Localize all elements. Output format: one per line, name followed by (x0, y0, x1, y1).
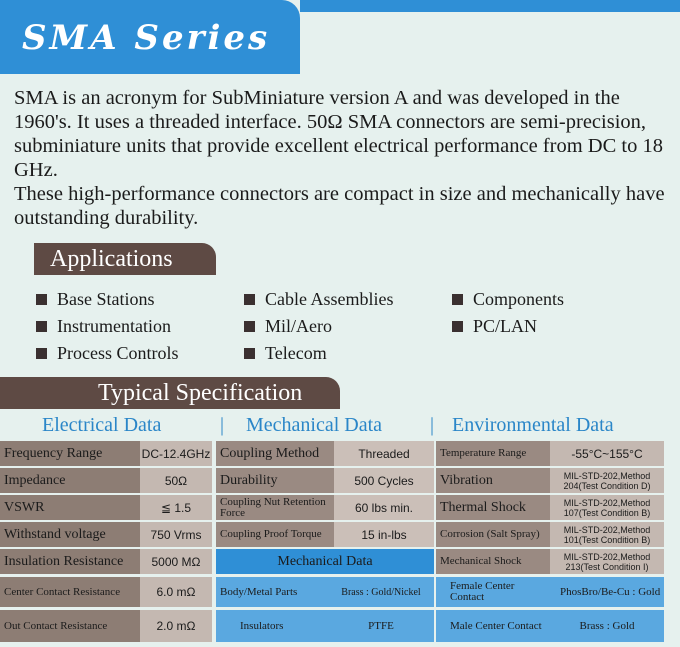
bullet-icon (36, 348, 47, 359)
list-item (244, 343, 327, 364)
table-row (0, 441, 670, 466)
app-label: Cable Assemblies (265, 289, 394, 309)
environmental-label: Thermal Shock (436, 495, 550, 520)
electrical-header: Electrical Data (42, 414, 162, 436)
mechanical-label: Coupling Nut Retention Force (216, 495, 334, 520)
bullet-icon (244, 321, 255, 332)
mechanical-value: Threaded (334, 441, 434, 466)
table-row (0, 522, 670, 547)
list-item (36, 289, 155, 310)
mechanical-value: 15 in-lbs (334, 522, 434, 547)
environmental-label: Mechanical Shock (436, 549, 550, 574)
column-separator: | (220, 414, 225, 436)
table-row (0, 468, 670, 493)
app-label: Components (473, 289, 565, 309)
app-label: Base Stations (57, 289, 155, 309)
list-item (36, 316, 171, 337)
electrical-value: 750 Vrms (140, 522, 212, 547)
table-row (0, 577, 670, 607)
material-label: Body/Metal Parts (216, 577, 328, 607)
list-item (452, 316, 537, 337)
environmental-label: Temperature Range (436, 441, 550, 466)
intro-paragraph-2: These high-performance connectors are compact in size and mechanically have outstanding durability. (14, 183, 665, 229)
app-label: Process Controls (57, 343, 179, 363)
header-tab-cutout (300, 12, 680, 76)
mechanical-label: Coupling Proof Torque (216, 522, 334, 547)
app-label: Telecom (265, 343, 327, 363)
list-item (36, 343, 179, 364)
mechanical-subheader: Mechanical Data (216, 549, 434, 574)
applications-heading: Applications (34, 243, 216, 275)
electrical-label: Insulation Resistance (0, 549, 140, 574)
app-label: Mil/Aero (265, 316, 332, 336)
header-banner (0, 0, 680, 76)
bullet-icon (36, 321, 47, 332)
column-separator: | (430, 414, 435, 436)
environmental-value: MIL-STD-202,Method 204(Test Condition D) (550, 468, 664, 493)
electrical-value: 2.0 mΩ (140, 610, 212, 642)
mechanical-label: Durability (216, 468, 334, 493)
spec-heading: Typical Specification (0, 377, 340, 409)
environmental-header: Environmental Data (452, 414, 614, 436)
electrical-label: Out Contact Resistance (0, 610, 140, 642)
electrical-label: Withstand voltage (0, 522, 140, 547)
header-blue-strip (300, 0, 680, 12)
electrical-value: 5000 MΩ (140, 549, 212, 574)
app-label: PC/LAN (473, 316, 538, 336)
material-label: Male Center Contact (436, 610, 550, 642)
electrical-value: DC-12.4GHz (140, 441, 212, 466)
bullet-icon (244, 348, 255, 359)
material-value: PTFE (328, 610, 434, 642)
material-value: PhosBro/Be-Cu : Gold (550, 577, 664, 607)
list-item (452, 289, 564, 310)
bullet-icon (36, 294, 47, 305)
electrical-label: VSWR (0, 495, 140, 520)
environmental-label: Vibration (436, 468, 550, 493)
bullet-icon (452, 321, 463, 332)
electrical-label: Frequency Range (0, 441, 140, 466)
environmental-value: MIL-STD-202,Method 107(Test Condition B) (550, 495, 664, 520)
environmental-value: MIL-STD-202,Method 213(Test Condition I) (550, 549, 664, 574)
environmental-value: -55°C~155°C (550, 441, 664, 466)
material-label: Female Center Contact (436, 577, 550, 607)
app-label: Instrumentation (57, 316, 171, 336)
intro-text (14, 86, 674, 230)
electrical-label: Center Contact Resistance (0, 577, 140, 607)
page-title: SMA Series (22, 18, 271, 58)
list-item (244, 316, 332, 337)
electrical-value: 6.0 mΩ (140, 577, 212, 607)
material-value: Brass : Gold (550, 610, 664, 642)
mechanical-value: 500 Cycles (334, 468, 434, 493)
bullet-icon (244, 294, 255, 305)
electrical-label: Impedance (0, 468, 140, 493)
environmental-label: Corrosion (Salt Spray) (436, 522, 550, 547)
mechanical-header: Mechanical Data (246, 414, 383, 436)
list-item (244, 289, 394, 310)
electrical-value: 50Ω (140, 468, 212, 493)
material-label: Insulators (216, 610, 328, 642)
material-value: Brass : Gold/Nickel (328, 577, 434, 607)
bullet-icon (452, 294, 463, 305)
table-row (0, 610, 670, 642)
electrical-value: ≦ 1.5 (140, 495, 212, 520)
mechanical-value: 60 lbs min. (334, 495, 434, 520)
intro-paragraph-1: SMA is an acronym for SubMiniature version A and was developed in the 1960's. It uses a threaded interface. 50Ω SMA connectors are semi-precision, subminiature units that provide excellent electrical performance from DC to 18 GHz. (14, 87, 663, 181)
mechanical-label: Coupling Method (216, 441, 334, 466)
environmental-value: MIL-STD-202,Method 101(Test Condition B) (550, 522, 664, 547)
table-row (0, 549, 670, 574)
table-row (0, 495, 670, 520)
